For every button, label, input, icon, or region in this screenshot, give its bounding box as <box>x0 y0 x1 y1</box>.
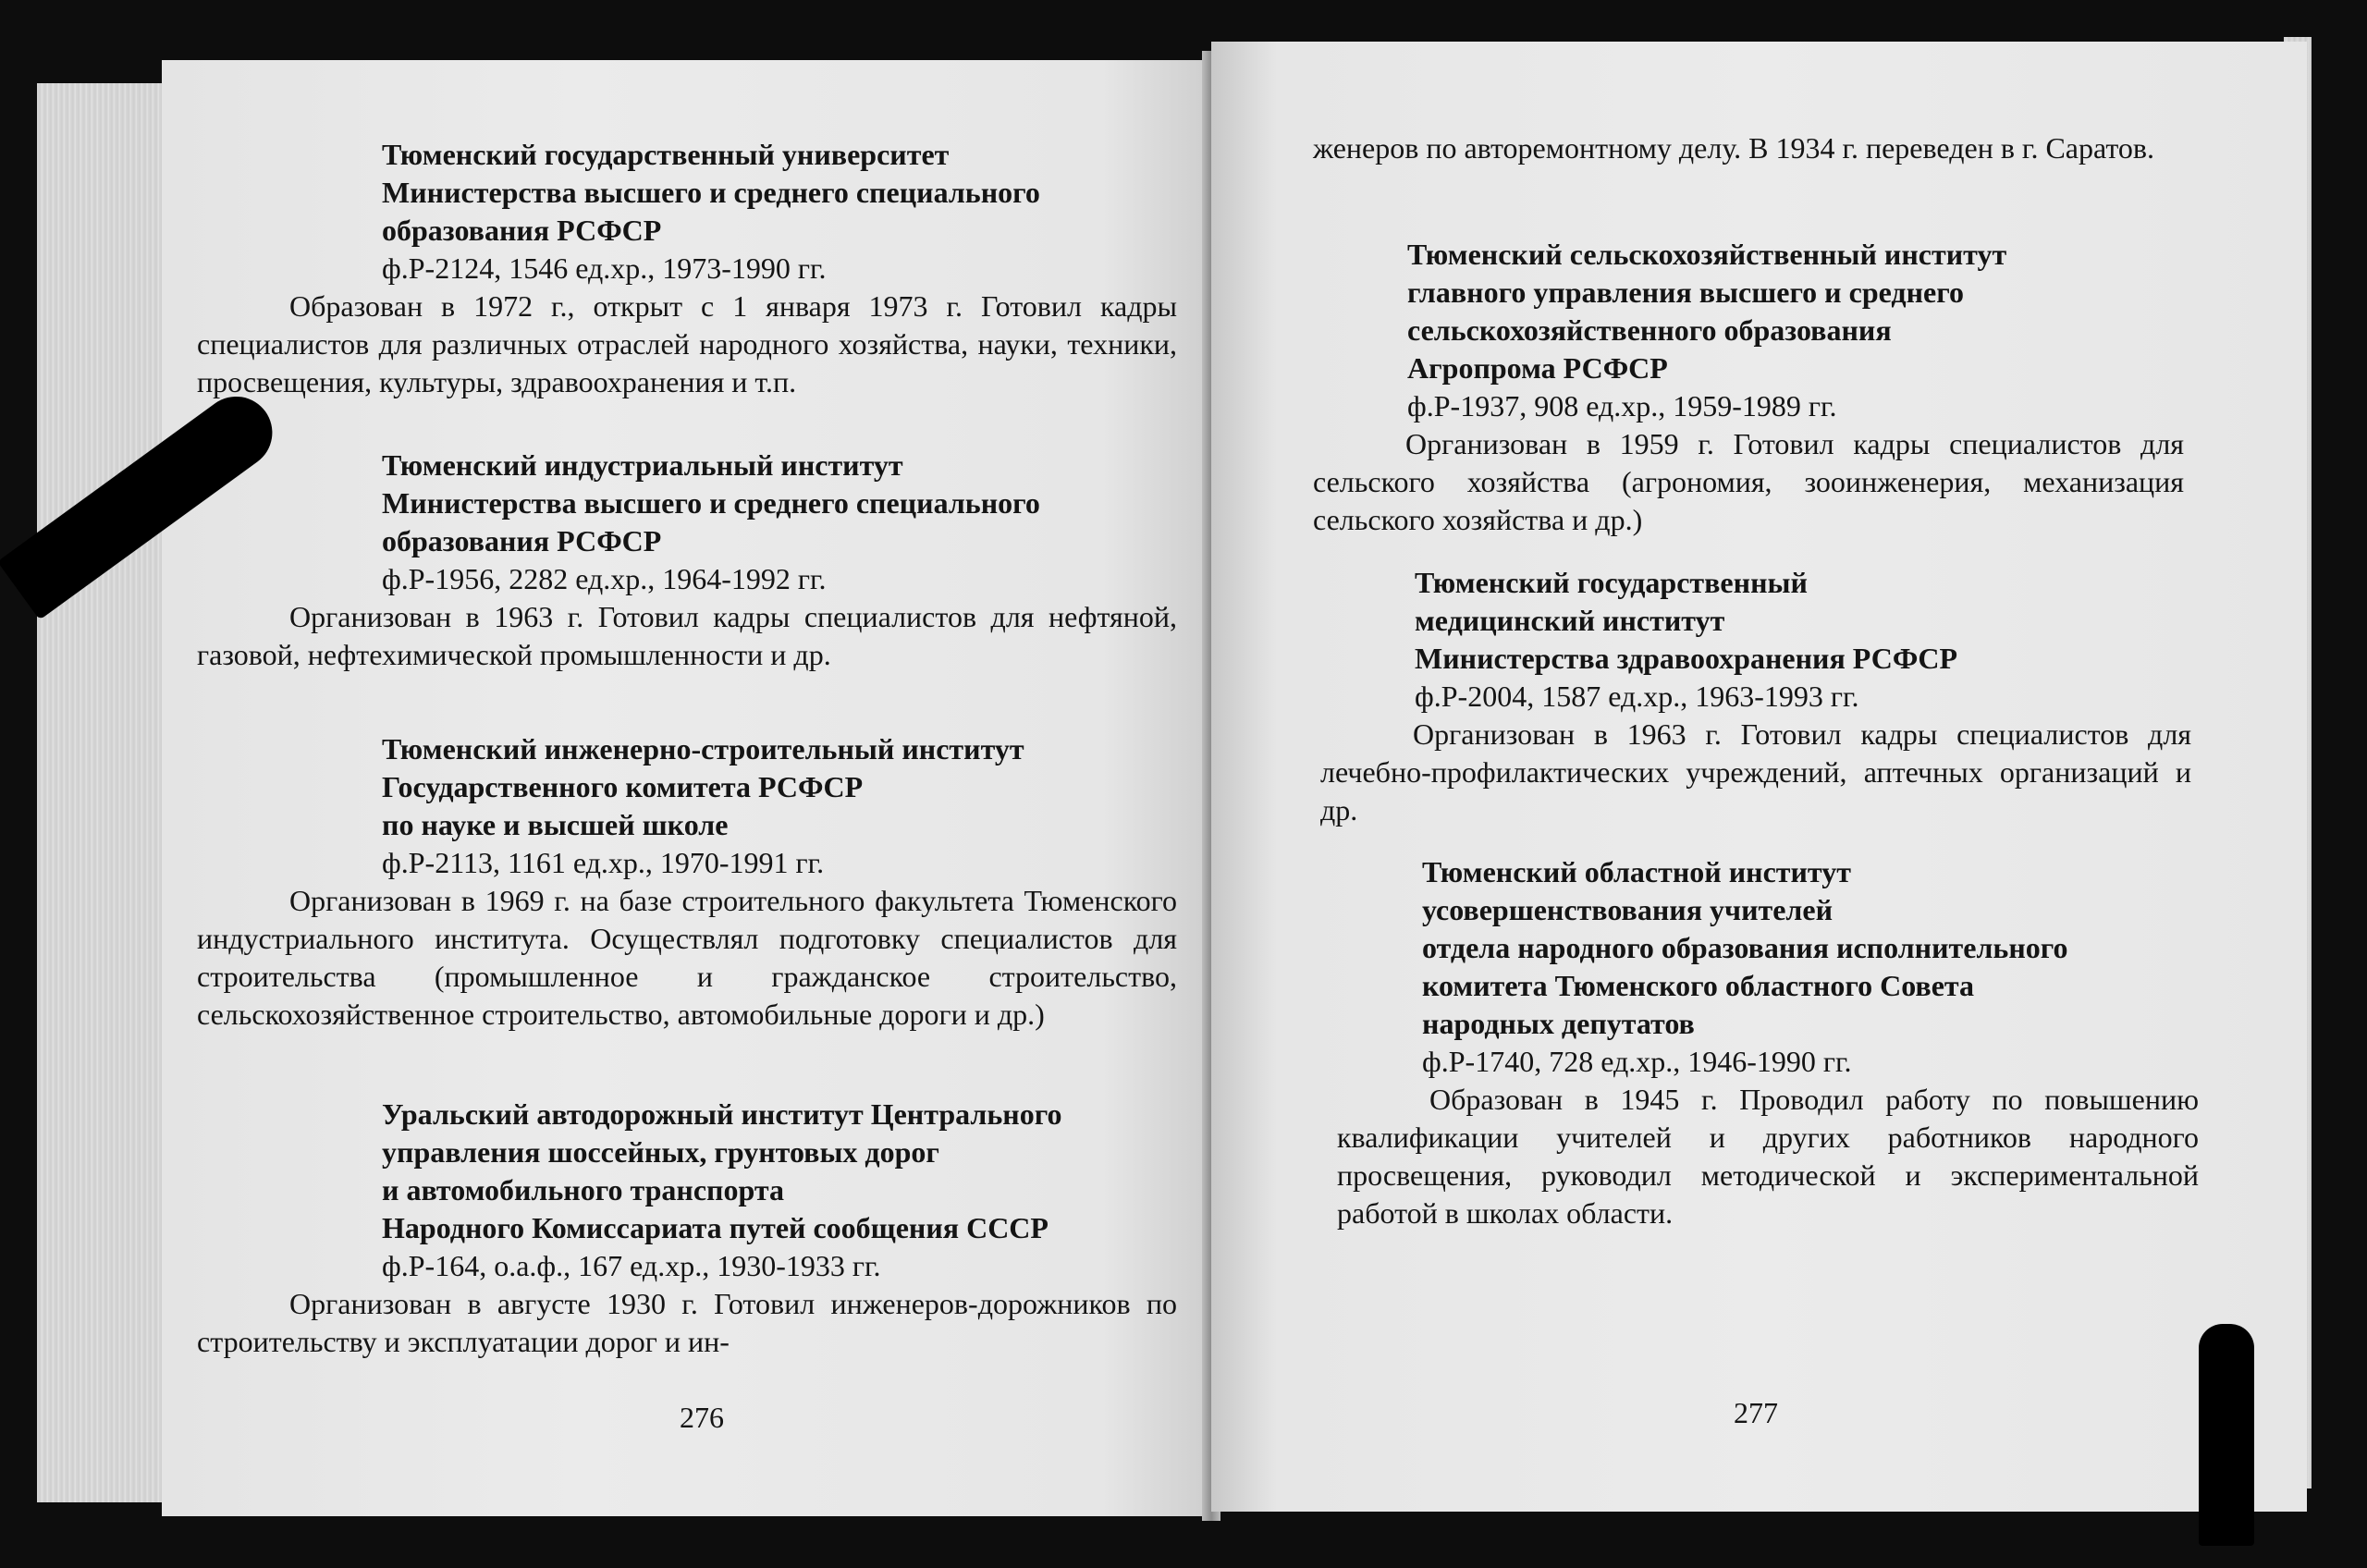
entry-heading <box>382 447 1177 560</box>
entry-heading <box>382 1096 1177 1247</box>
right-page <box>1211 42 2307 1512</box>
continuation-block <box>1313 129 2182 167</box>
heading-line: Тюменский индустриальный институт <box>382 448 903 482</box>
entry-heading <box>1422 853 2199 1043</box>
entry-right-1 <box>1313 236 2184 539</box>
heading-line: усовершенствования учителей <box>1422 893 1834 926</box>
entry-text <box>197 288 1177 401</box>
entry-right-3 <box>1337 853 2199 1232</box>
entry-heading <box>382 136 1177 250</box>
fond-info: ф.Р-2124, 1546 ед.хр., 1973-1990 гг. <box>382 251 827 285</box>
entry-text <box>197 882 1177 1034</box>
heading-line: и автомобильного транспорта <box>382 1173 784 1207</box>
heading-line: Тюменский сельскохозяйственный институт <box>1407 238 2007 271</box>
heading-line: главного управления высшего и среднего <box>1407 276 1964 309</box>
fond-info: ф.Р-1956, 2282 ед.хр., 1964-1992 гг. <box>382 562 827 595</box>
entry-text-content: Образован в 1945 г. Проводил работу по повышению квалификации учителей и других работников народного просвещения, руководил методической и экспериментальной работой в школах области. <box>1337 1083 2199 1230</box>
left-page <box>162 60 1207 1516</box>
fond-info: ф.Р-2004, 1587 ед.хр., 1963-1993 гг. <box>1415 680 1859 713</box>
entry-heading <box>1407 236 2184 387</box>
heading-line: Тюменский государственный университет <box>382 138 950 171</box>
fond-info: ф.Р-1937, 908 ед.хр., 1959-1989 гг. <box>1407 389 1837 423</box>
heading-line: Тюменский инженерно-строительный институт <box>382 732 1024 766</box>
entry-left-1 <box>197 136 1177 401</box>
entry-text-content: Организован в августе 1930 г. Готовил инженеров-дорожников по строительству и эксплуатации дорог и ин- <box>197 1287 1177 1358</box>
continuation-text: женеров по авторемонтному делу. В 1934 г. переведен в г. Саратов. <box>1313 131 2155 165</box>
heading-line: отдела народного образования исполнительного <box>1422 931 2068 964</box>
entry-right-2 <box>1320 564 2191 829</box>
heading-line: образования РСФСР <box>382 214 662 247</box>
heading-line: Агропрома РСФСР <box>1407 351 1668 385</box>
entry-heading <box>1415 564 2191 678</box>
heading-line: Тюменский областной институт <box>1422 855 1851 888</box>
entry-heading <box>382 730 1177 844</box>
heading-line: Тюменский государственный <box>1415 566 1808 599</box>
heading-line: управления шоссейных, грунтовых дорог <box>382 1135 939 1169</box>
heading-line: образования РСФСР <box>382 524 662 557</box>
heading-line: комитета Тюменского областного Совета <box>1422 969 1974 1002</box>
heading-line: сельскохозяйственного образования <box>1407 313 1892 347</box>
entry-text <box>197 1285 1177 1361</box>
fond-info: ф.Р-164, о.а.ф., 167 ед.хр., 1930-1933 гг. <box>382 1249 881 1282</box>
heading-line: Министерства высшего и среднего специального <box>382 176 1040 209</box>
entry-left-2 <box>197 447 1177 674</box>
heading-line: Уральский автодорожный институт Центрального <box>382 1097 1062 1131</box>
page-number-left: 276 <box>680 1401 724 1434</box>
heading-line: народных депутатов <box>1422 1007 1695 1040</box>
page-number-right: 277 <box>1734 1396 1778 1429</box>
fond-info: ф.Р-2113, 1161 ед.хр., 1970-1991 гг. <box>382 846 825 879</box>
heading-line: медицинский институт <box>1415 604 1725 637</box>
heading-line: по науке и высшей школе <box>382 808 729 841</box>
entry-text-content: Организован в 1963 г. Готовил кадры специалистов для лечебно-профилактических учреждений, аптечных организаций и др. <box>1320 717 2191 827</box>
entry-text <box>197 598 1177 674</box>
heading-line: Народного Комиссариата путей сообщения СССР <box>382 1211 1049 1244</box>
heading-line: Министерства здравоохранения РСФСР <box>1415 642 1957 675</box>
entry-text-content: Организован в 1969 г. на базе строительного факультета Тюменского индустриального института. Осуществлял подготовку специалистов для строительства (промышленное и гражданское строительство, сельскохозяйственное строительство, автомобильные дороги и др.) <box>197 884 1177 1031</box>
entry-text <box>1337 1081 2199 1232</box>
entry-text-content: Организован в 1959 г. Готовил кадры специалистов для сельского хозяйства (агрономия, зооинженерия, механизация сельского хозяйства и др.) <box>1313 427 2184 536</box>
entry-text-content: Образован в 1972 г., открыт с 1 января 1973 г. Готовил кадры специалистов для различных отраслей народного хозяйства, науки, техники, просвещения, культуры, здравоохранения и т.п. <box>197 289 1177 398</box>
entry-left-3 <box>197 730 1177 1034</box>
entry-text <box>1313 425 2184 539</box>
fond-info: ф.Р-1740, 728 ед.хр., 1946-1990 гг. <box>1422 1045 1852 1078</box>
heading-line: Государственного комитета РСФСР <box>382 770 864 803</box>
heading-line: Министерства высшего и среднего специального <box>382 486 1040 520</box>
entry-text-content: Организован в 1963 г. Готовил кадры специалистов для нефтяной, газовой, нефтехимической промышленности и др. <box>197 600 1177 671</box>
bookmark-strip-right <box>2199 1324 2254 1546</box>
entry-text <box>1320 716 2191 829</box>
entry-left-4 <box>197 1096 1177 1361</box>
